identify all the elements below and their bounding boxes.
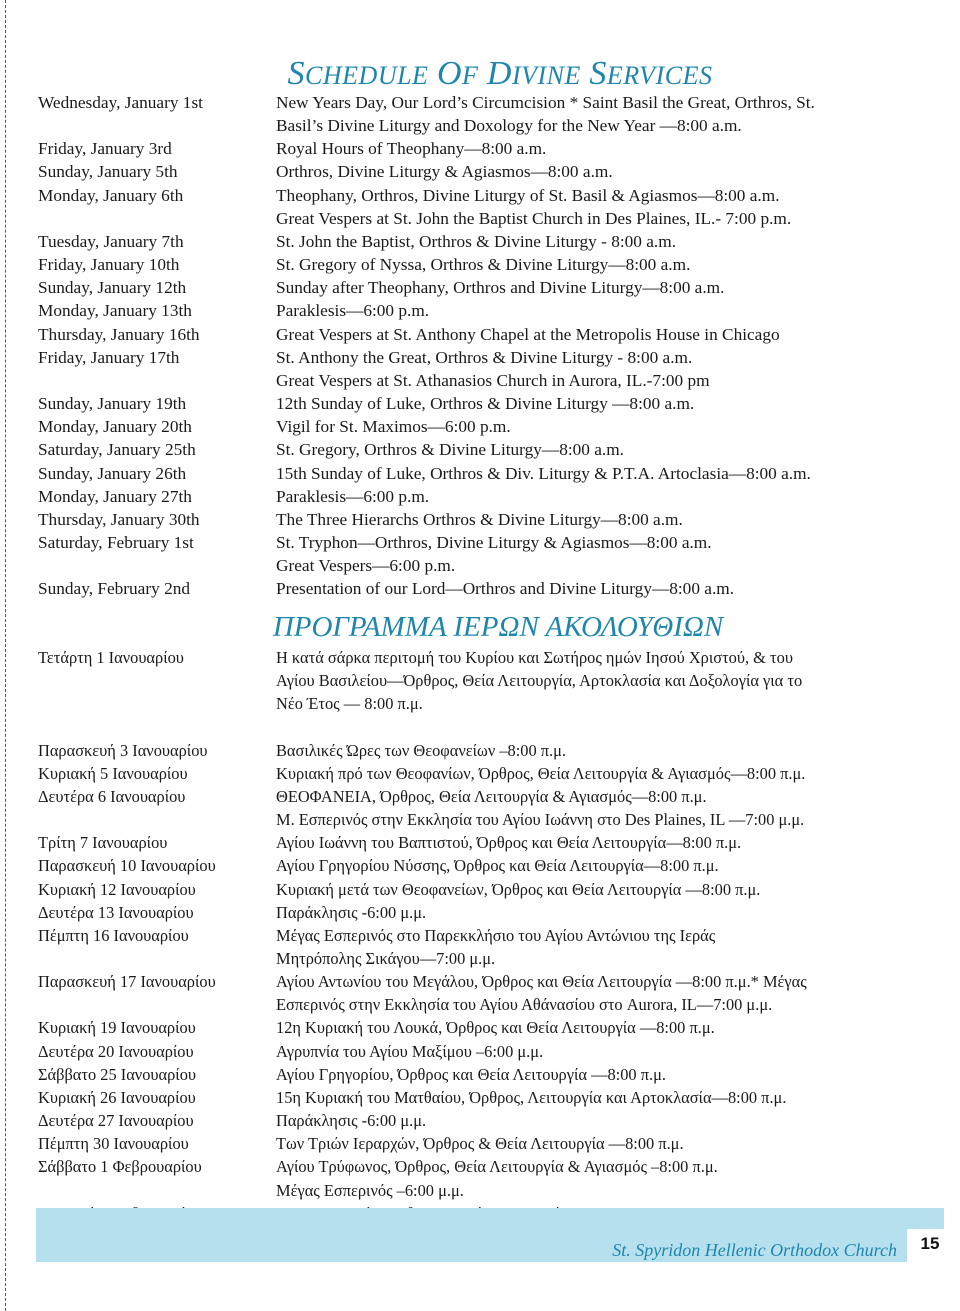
schedule-row — [38, 276, 958, 299]
schedule-date: Παρασκευή 10 Ιανουαρίου — [38, 856, 216, 876]
schedule-row — [38, 531, 958, 577]
schedule-service: Theophany, Orthros, Divine Liturgy of St. Basil & Agiasmos—8:00 a.m. Great Vespers at St. John the Baptist Church in Des Plaines, IL.- 7:00 p.m. — [276, 185, 792, 228]
schedule-row — [38, 184, 958, 230]
greek-schedule — [38, 646, 958, 1225]
schedule-service: 12η Κυριακή του Λουκά, Όρθρος και Θεία Λειτουργία —8:00 π.μ. — [276, 1018, 715, 1038]
schedule-date: Τετάρτη 1 Ιανουαρίου — [38, 648, 184, 667]
schedule-service: Βασιλικές Ώρες των Θεοφανείων –8:00 π.μ. — [276, 740, 567, 760]
schedule-service: The Three Hierarchs Orthros & Divine Liturgy—8:00 a.m. — [276, 509, 683, 529]
schedule-date: Saturday, January 25th — [38, 440, 196, 460]
schedule-row — [38, 1132, 958, 1155]
schedule-date: Sunday, February 2nd — [38, 579, 190, 599]
schedule-row — [38, 508, 958, 531]
schedule-service: Κυριακή μετά των Θεοφανείων, Όρθρος και Θεία Λειτουργία —8:00 π.μ. — [276, 879, 761, 899]
schedule-row — [38, 901, 958, 924]
schedule-service: Μέγας Εσπερινός στο Παρεκκλήσιο του Αγίου Αντώνιου της Ιεράς Μητρόπολης Σικάγου—7:00 μ.μ. — [276, 925, 716, 969]
schedule-service: Παράκλησις -6:00 μ.μ. — [276, 1111, 427, 1131]
schedule-date: Friday, January 3rd — [38, 139, 172, 159]
schedule-date: Πέμπτη 30 Ιανουαρίου — [38, 1134, 189, 1154]
schedule-title: SCHEDULE OF DIVINE SERVICES — [287, 55, 713, 92]
schedule-service: Royal Hours of Theophany—8:00 a.m. — [276, 139, 547, 159]
schedule-row — [38, 1063, 958, 1086]
schedule-row — [38, 346, 958, 392]
schedule-service: Αγίου Τρύφωνος, Όρθρος, Θεία Λειτουργία & Αγιασμός –8:00 π.μ. Μέγας Εσπερινός –6:00 μ.μ. — [276, 1157, 718, 1200]
schedule-row — [38, 485, 958, 508]
schedule-row — [38, 1086, 958, 1109]
schedule-row — [38, 323, 958, 346]
schedule-service: Paraklesis—6:00 p.m. — [276, 486, 430, 506]
schedule-row — [38, 1040, 958, 1063]
schedule-date: Sunday, January 5th — [38, 162, 178, 182]
schedule-date: Thursday, January 16th — [38, 324, 200, 344]
schedule-service: Paraklesis—6:00 p.m. — [276, 301, 430, 321]
footer-church-name: St. Spyridon Hellenic Orthodox Church — [612, 1240, 897, 1260]
page-number: 15 — [907, 1229, 953, 1267]
schedule-service: 12th Sunday of Luke, Orthros & Divine Liturgy —8:00 a.m. — [276, 394, 695, 414]
schedule-date: Friday, January 17th — [38, 347, 180, 367]
schedule-date: Tuesday, January 7th — [38, 231, 184, 251]
schedule-service: St. Anthony the Great, Orthros & Divine Liturgy - 8:00 a.m. Great Vespers at St. Athanasios Church in Aurora, IL.-7:00 pm — [276, 347, 710, 390]
schedule-date: Δευτέρα 13 Ιανουαρίου — [38, 902, 194, 922]
schedule-date: Monday, January 13th — [38, 301, 192, 321]
schedule-row — [38, 924, 958, 970]
schedule-date: Wednesday, January 1st — [38, 93, 203, 112]
schedule-row — [38, 739, 958, 762]
schedule-row — [38, 1109, 958, 1132]
schedule-row — [38, 137, 958, 160]
schedule-date: Πέμπτη 16 Ιανουαρίου — [38, 925, 189, 945]
schedule-row — [38, 878, 958, 901]
english-schedule — [38, 91, 958, 600]
page-edge-dashed-line — [5, 0, 6, 1311]
schedule-date: Παρασκευή 3 Ιανουαρίου — [38, 740, 208, 760]
schedule-service: New Years Day, Our Lord’s Circumcision * Saint Basil the Great, Orthros, St. Basil’s Divine Liturgy and Doxology for the New Year —8:00 a.m. — [276, 93, 815, 136]
schedule-service: Presentation of our Lord—Orthros and Divine Liturgy—8:00 a.m. — [276, 579, 735, 599]
schedule-service: Αγρυπνία του Αγίου Μαξίμου –6:00 μ.μ. — [276, 1041, 544, 1061]
schedule-service: Η κατά σάρκα περιτομή του Κυρίου και Σωτήρος ημών Ιησού Χριστού, & του Αγίου Βασιλείου—Όρθρος, Θεία Λειτουργία, Αρτοκλασία και Δοξολογία για το Νέο Έτος — 8:00 π.μ. — [276, 648, 803, 714]
schedule-row — [38, 462, 958, 485]
schedule-date: Κυριακή 5 Ιανουαρίου — [38, 763, 188, 783]
schedule-row — [38, 970, 958, 1016]
schedule-service: ΘΕΟΦΑΝΕΙΑ, Όρθρος, Θεία Λειτουργία & Αγιασμός—8:00 π.μ. Μ. Εσπερινός στην Εκκλησία του Αγίου Ιωάννη στο Des Plaines, IL —7:00 μ.μ. — [276, 786, 805, 830]
schedule-date: Sunday, January 12th — [38, 278, 187, 298]
schedule-row — [38, 854, 958, 877]
schedule-service: 15th Sunday of Luke, Orthros & Div. Liturgy & P.T.A. Artoclasia—8:00 a.m. — [276, 463, 811, 483]
schedule-date: Δευτέρα 6 Ιανουαρίου — [38, 786, 186, 806]
schedule-row — [38, 438, 958, 461]
schedule-service: Vigil for St. Maximos—6:00 p.m. — [276, 417, 511, 437]
schedule-row — [38, 160, 958, 183]
schedule-date: Τρίτη 7 Ιανουαρίου — [38, 833, 168, 853]
schedule-date: Παρασκευή 17 Ιανουαρίου — [38, 972, 216, 992]
schedule-row — [38, 1155, 958, 1201]
schedule-service: St. Gregory of Nyssa, Orthros & Divine Liturgy—8:00 a.m. — [276, 255, 691, 275]
schedule-row — [38, 831, 958, 854]
schedule-service: St. Gregory, Orthros & Divine Liturgy—8:00 a.m. — [276, 440, 624, 460]
schedule-date: Κυριακή 19 Ιανουαρίου — [38, 1018, 196, 1038]
schedule-service: St. John the Baptist, Orthros & Divine Liturgy - 8:00 a.m. — [276, 231, 677, 251]
schedule-date: Monday, January 6th — [38, 185, 184, 205]
schedule-service: Των Τριών Ιεραρχών, Όρθρος & Θεία Λειτουργία —8:00 π.μ. — [276, 1134, 684, 1154]
schedule-date: Monday, January 20th — [38, 417, 192, 437]
schedule-row — [38, 577, 958, 600]
schedule-date: Thursday, January 30th — [38, 509, 200, 529]
schedule-row — [38, 415, 958, 438]
schedule-date: Sunday, January 26th — [38, 463, 187, 483]
schedule-service: Αγίου Γρηγορίου Νύσσης, Όρθρος και Θεία Λειτουργία—8:00 π.μ. — [276, 856, 719, 876]
schedule-date: Monday, January 27th — [38, 486, 192, 506]
schedule-date: Δευτέρα 27 Ιανουαρίου — [38, 1111, 194, 1131]
schedule-date: Σάββατο 1 Φεβρουαρίου — [38, 1157, 202, 1177]
schedule-service: Great Vespers at St. Anthony Chapel at the Metropolis House in Chicago — [276, 324, 780, 344]
schedule-row — [38, 1016, 958, 1039]
greek-schedule-title: ΠΡΟΓΡΑΜΜΑ ΙΕΡΩΝ ΑΚΟΛΟΥΘΙΩΝ — [272, 611, 724, 643]
schedule-row — [38, 646, 958, 715]
schedule-row — [38, 762, 958, 785]
schedule-date: Saturday, February 1st — [38, 532, 194, 552]
schedule-service: Αγίου Γρηγορίου, Όρθρος και Θεία Λειτουργία —8:00 π.μ. — [276, 1064, 666, 1084]
schedule-row — [38, 253, 958, 276]
schedule-date: Friday, January 10th — [38, 255, 180, 275]
schedule-date: Sunday, January 19th — [38, 394, 187, 414]
schedule-row — [38, 91, 958, 137]
schedule-service: Παράκλησις -6:00 μ.μ. — [276, 902, 427, 922]
schedule-service: Sunday after Theophany, Orthros and Divine Liturgy—8:00 a.m. — [276, 278, 725, 298]
schedule-service: Orthros, Divine Liturgy & Agiasmos—8:00 a.m. — [276, 162, 613, 182]
schedule-date: Κυριακή 12 Ιανουαρίου — [38, 879, 196, 899]
schedule-service: Κυριακή πρό των Θεοφανίων, Όρθρος, Θεία Λειτουργία & Αγιασμός—8:00 π.μ. — [276, 763, 806, 783]
schedule-date: Δευτέρα 20 Ιανουαρίου — [38, 1041, 194, 1061]
schedule-date: Σάββατο 25 Ιανουαρίου — [38, 1064, 197, 1084]
schedule-service: St. Tryphon—Orthros, Divine Liturgy & Agiasmos—8:00 a.m. Great Vespers—6:00 p.m. — [276, 532, 712, 576]
schedule-row — [38, 785, 958, 831]
schedule-service: Αγίου Αντωνίου του Μεγάλου, Όρθρος και Θεία Λειτουργία —8:00 π.μ.* Μέγας Εσπερινός στην Εκκλησία του Αγίου Αθάνασίου στο Aurora, IL—7:00 μ.μ. — [276, 972, 807, 1015]
schedule-row — [38, 299, 958, 322]
schedule-date: Κυριακή 26 Ιανουαρίου — [38, 1087, 196, 1107]
schedule-row — [38, 392, 958, 415]
schedule-service: 15η Κυριακή του Ματθαίου, Όρθρος, Λειτουργία και Αρτοκλασία—8:00 π.μ. — [276, 1087, 787, 1107]
schedule-service: Αγίου Ιωάννη του Βαπτιστού, Όρθρος και Θεία Λειτουργία—8:00 π.μ. — [276, 833, 742, 853]
schedule-row — [38, 230, 958, 253]
